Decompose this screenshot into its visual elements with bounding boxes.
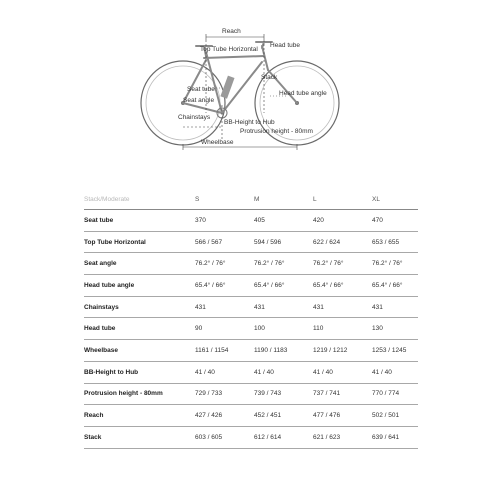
table-row <box>84 296 418 318</box>
table-cell: 41 / 40 <box>254 361 313 383</box>
table-row <box>84 210 418 232</box>
table-cell: 76.2° / 76° <box>195 253 254 275</box>
row-label: Protrusion height - 80mm <box>84 383 195 405</box>
row-label: Reach <box>84 405 195 427</box>
table-cell: 653 / 655 <box>372 231 418 253</box>
header-cell: Stack/Moderate <box>84 190 195 210</box>
row-label: Stack <box>84 426 195 448</box>
table-cell: 639 / 641 <box>372 426 418 448</box>
table-cell: 477 / 476 <box>313 405 372 427</box>
table-cell: 502 / 501 <box>372 405 418 427</box>
table-row <box>84 318 418 340</box>
table-cell: 427 / 426 <box>195 405 254 427</box>
table-cell: 65.4° / 66° <box>313 275 372 297</box>
label-stack: Stack <box>261 74 278 81</box>
label-bb-height: BB-Height to Hub <box>224 119 275 126</box>
header-cell: M <box>254 190 313 210</box>
row-label: BB-Height to Hub <box>84 361 195 383</box>
bike-geometry-diagram <box>0 0 500 160</box>
table-cell: 1190 / 1183 <box>254 340 313 362</box>
table-cell: 739 / 743 <box>254 383 313 405</box>
table-row <box>84 361 418 383</box>
table-cell: 65.4° / 66° <box>254 275 313 297</box>
table-cell: 612 / 614 <box>254 426 313 448</box>
table-cell: 76.2° / 76° <box>254 253 313 275</box>
table-cell: 622 / 624 <box>313 231 372 253</box>
table-row <box>84 340 418 362</box>
header-cell: S <box>195 190 254 210</box>
table-cell: 41 / 40 <box>195 361 254 383</box>
table-cell: 470 <box>372 210 418 232</box>
table-cell: 1253 / 1245 <box>372 340 418 362</box>
table-cell: 76.2° / 76° <box>372 253 418 275</box>
table-cell: 65.4° / 66° <box>372 275 418 297</box>
row-label: Top Tube Horizontal <box>84 231 195 253</box>
label-seat-angle: Seat angle <box>183 97 215 104</box>
table-cell: 41 / 40 <box>313 361 372 383</box>
table-cell: 729 / 733 <box>195 383 254 405</box>
table-cell: 41 / 40 <box>372 361 418 383</box>
table-cell: 737 / 741 <box>313 383 372 405</box>
table-cell: 431 <box>254 296 313 318</box>
table-cell: 110 <box>313 318 372 340</box>
label-protrusion: Protrusion height - 80mm <box>240 128 313 135</box>
table-row <box>84 426 418 448</box>
row-label: Seat tube <box>84 210 195 232</box>
table-row <box>84 275 418 297</box>
table-cell: 770 / 774 <box>372 383 418 405</box>
label-wheelbase: Wheelbase <box>201 139 234 146</box>
label-reach: Reach <box>222 28 241 35</box>
table-cell: 603 / 605 <box>195 426 254 448</box>
row-label: Wheelbase <box>84 340 195 362</box>
table-cell: 431 <box>372 296 418 318</box>
header-cell: L <box>313 190 372 210</box>
geometry-table <box>84 190 418 449</box>
table-cell: 621 / 623 <box>313 426 372 448</box>
table-cell: 100 <box>254 318 313 340</box>
table-header-row <box>84 190 418 210</box>
table-row <box>84 231 418 253</box>
label-chainstays: Chainstays <box>178 114 211 121</box>
table-row <box>84 383 418 405</box>
row-label: Head tube <box>84 318 195 340</box>
table-row <box>84 253 418 275</box>
table-cell: 566 / 567 <box>195 231 254 253</box>
table-cell: 1219 / 1212 <box>313 340 372 362</box>
label-top-tube: Top Tube Horizontal <box>200 46 258 53</box>
table-cell: 1161 / 1154 <box>195 340 254 362</box>
table-cell: 431 <box>195 296 254 318</box>
table-row <box>84 405 418 427</box>
table-cell: 420 <box>313 210 372 232</box>
table-cell: 405 <box>254 210 313 232</box>
table-cell: 431 <box>313 296 372 318</box>
table-cell: 130 <box>372 318 418 340</box>
label-head-tube-angle: Head tube angle <box>279 90 327 97</box>
row-label: Seat angle <box>84 253 195 275</box>
table-cell: 76.2° / 76° <box>313 253 372 275</box>
row-label: Head tube angle <box>84 275 195 297</box>
table-cell: 65.4° / 66° <box>195 275 254 297</box>
label-head-tube: Head tube <box>270 42 300 49</box>
header-cell: XL <box>372 190 418 210</box>
table-cell: 452 / 451 <box>254 405 313 427</box>
table-cell: 594 / 596 <box>254 231 313 253</box>
row-label: Chainstays <box>84 296 195 318</box>
table-cell: 90 <box>195 318 254 340</box>
label-seat-tube: Seat tube <box>187 86 215 93</box>
table-cell: 370 <box>195 210 254 232</box>
bike-illustration <box>0 0 500 160</box>
